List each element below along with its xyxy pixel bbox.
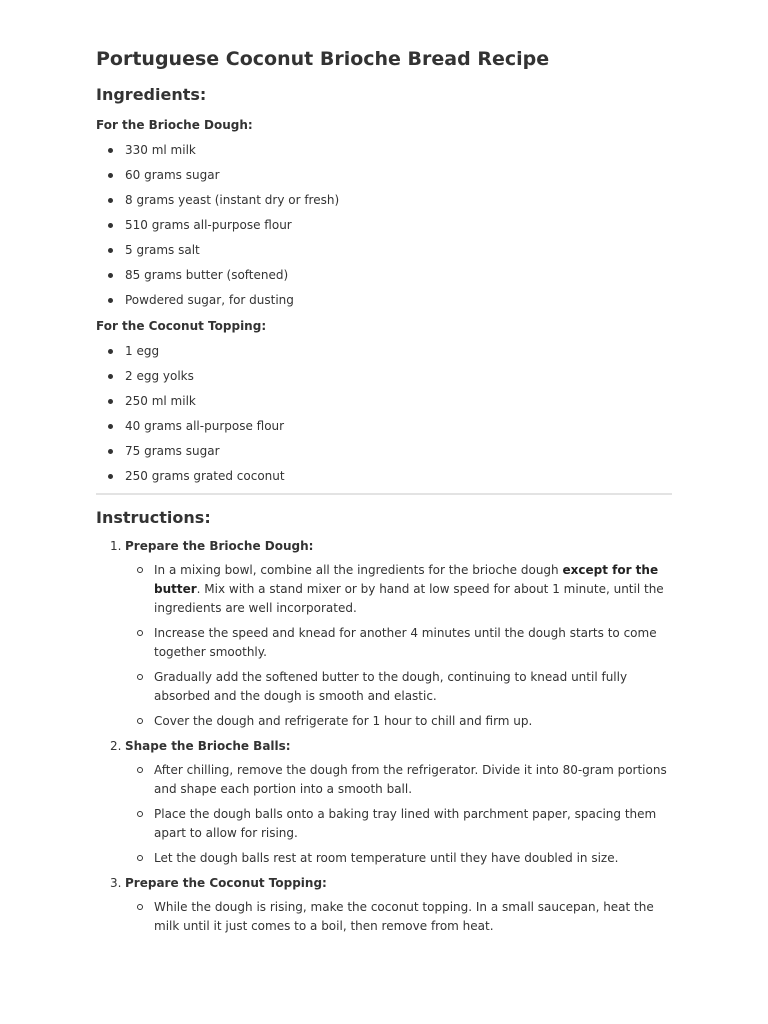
step-number: 2.: [110, 739, 122, 753]
step-substeps: [125, 761, 672, 868]
step-number: 3.: [110, 876, 122, 890]
step-number: 1.: [110, 539, 122, 553]
list-item: 250 ml milk: [96, 393, 672, 410]
instruction-step: [96, 537, 672, 731]
list-item: 1 egg: [96, 343, 672, 360]
step-title: Shape the Brioche Balls:: [125, 739, 291, 753]
instructions-heading: Instructions:: [96, 508, 211, 527]
list-item: Gradually add the softened butter to the dough, continuing to knead until fully absorbed and the dough is smooth and elastic.: [125, 668, 672, 706]
dough-ingredient-list: [96, 142, 672, 309]
list-item: 250 grams grated coconut: [96, 468, 672, 485]
ingredients-heading: Ingredients:: [96, 85, 207, 104]
list-item: 5 grams salt: [96, 242, 672, 259]
instruction-step: [96, 737, 672, 868]
list-item: 8 grams yeast (instant dry or fresh): [96, 192, 672, 209]
list-item: [125, 561, 672, 618]
list-item: 85 grams butter (softened): [96, 267, 672, 284]
list-item: 75 grams sugar: [96, 443, 672, 460]
list-item: After chilling, remove the dough from the refrigerator. Divide it into 80-gram portions and shape each portion into a smooth ball.: [125, 761, 672, 799]
list-item: 2 egg yolks: [96, 368, 672, 385]
substep-emphasis: except for the butter: [154, 563, 659, 596]
list-item: Increase the speed and knead for another 4 minutes until the dough starts to come together smoothly.: [125, 624, 672, 662]
list-item: 510 grams all-purpose flour: [96, 217, 672, 234]
list-item: Powdered sugar, for dusting: [96, 292, 672, 309]
list-item: While the dough is rising, make the coconut topping. In a small saucepan, heat the milk until it just comes to a boil, then remove from heat.: [125, 898, 672, 936]
topping-subheading: For the Coconut Topping:: [96, 319, 267, 333]
page-title: Portuguese Coconut Brioche Bread Recipe: [96, 48, 550, 70]
dough-subheading: For the Brioche Dough:: [96, 118, 253, 132]
step-substeps: [125, 898, 672, 936]
step-title: Prepare the Coconut Topping:: [125, 876, 327, 890]
instruction-steps: [96, 537, 672, 936]
topping-ingredient-list: [96, 343, 672, 485]
list-item: Place the dough balls onto a baking tray lined with parchment paper, spacing them apart to allow for rising.: [125, 805, 672, 843]
step-substeps: [125, 561, 672, 731]
list-item: Cover the dough and refrigerate for 1 hour to chill and firm up.: [125, 712, 672, 731]
instruction-step: [96, 874, 672, 936]
list-item: 60 grams sugar: [96, 167, 672, 184]
list-item: 40 grams all-purpose flour: [96, 418, 672, 435]
section-divider: [96, 493, 672, 495]
substep-text: In a mixing bowl, combine all the ingredients for the brioche dough: [154, 563, 563, 577]
substep-text: . Mix with a stand mixer or by hand at low speed for about 1 minute, until the ingredients are well incorporated.: [154, 582, 664, 615]
list-item: 330 ml milk: [96, 142, 672, 159]
step-title: Prepare the Brioche Dough:: [125, 539, 314, 553]
list-item: Let the dough balls rest at room temperature until they have doubled in size.: [125, 849, 672, 868]
